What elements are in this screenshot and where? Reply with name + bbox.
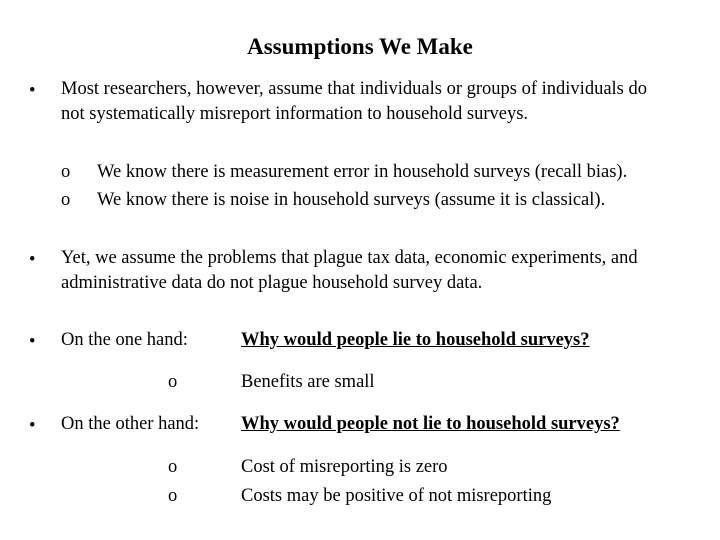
p2-line1: Yet, we assume the problems that plague tax data, economic experiments, and bbox=[61, 248, 638, 268]
bullet-1: • bbox=[29, 81, 36, 101]
bullet-4: • bbox=[29, 416, 36, 436]
p4-sub-1-marker: o bbox=[168, 457, 178, 477]
p1-sub-1-marker: o bbox=[61, 162, 71, 182]
p4-label: On the other hand: bbox=[61, 414, 200, 434]
p4-sub-2: Costs may be positive of not misreporting bbox=[241, 486, 552, 506]
bullet-2: • bbox=[29, 250, 36, 270]
p3-sub-1-marker: o bbox=[168, 372, 178, 392]
p2-line2: administrative data do not plague household survey data. bbox=[61, 273, 483, 293]
p3-question: Why would people lie to household surveys? bbox=[241, 330, 590, 350]
p1-line2: not systematically misreport information to household surveys. bbox=[61, 104, 529, 124]
p1-line1: Most researchers, however, assume that individuals or groups of individuals do bbox=[61, 79, 648, 99]
p1-sub-2: We know there is noise in household surveys (assume it is classical). bbox=[97, 190, 606, 210]
p1-sub-1: We know there is measurement error in household surveys (recall bias). bbox=[97, 162, 628, 182]
p1-sub-2-marker: o bbox=[61, 190, 71, 210]
p3-sub-1: Benefits are small bbox=[241, 372, 375, 392]
bullet-3: • bbox=[29, 332, 36, 352]
page-title: Assumptions We Make bbox=[247, 34, 473, 59]
p4-sub-2-marker: o bbox=[168, 486, 178, 506]
p4-sub-1: Cost of misreporting is zero bbox=[241, 457, 448, 477]
p3-label: On the one hand: bbox=[61, 330, 188, 350]
p4-question: Why would people not lie to household surveys? bbox=[241, 414, 620, 434]
